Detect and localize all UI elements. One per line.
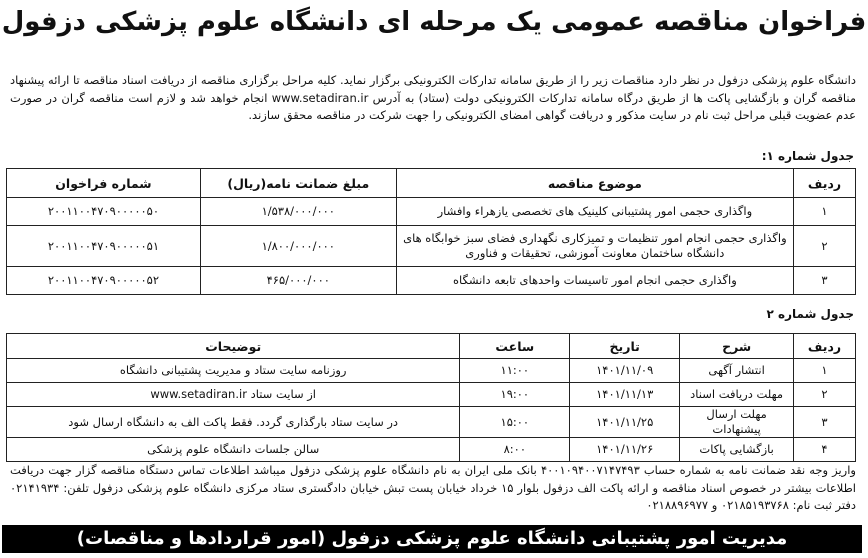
row-no: ۱ — [794, 359, 856, 383]
header-notes: توضیحات — [7, 334, 460, 359]
row-amount: ۱/۸۰۰/۰۰۰/۰۰۰ — [200, 226, 396, 267]
row-time: ۱۵:۰۰ — [460, 407, 570, 438]
table-header-row — [7, 169, 856, 198]
header-row-no: ردیف — [794, 169, 856, 198]
row-time: ۸:۰۰ — [460, 438, 570, 462]
page-title: فراخوان مناقصه عمومی یک مرحله ای دانشگاه علوم پزشکی دزفول — [1, 7, 867, 37]
row-note: در سایت ستاد بارگذاری گردد. فقط پاکت الف به دانشگاه ارسال شود — [7, 407, 460, 438]
schedule-table — [6, 333, 856, 462]
header-time: ساعت — [460, 334, 570, 359]
row-note: روزنامه سایت ستاد و مدیریت پشتیبانی دانشگاه — [7, 359, 460, 383]
row-note: سالن جلسات دانشگاه علوم پزشکی — [7, 438, 460, 462]
header-number: شماره فراخوان — [7, 169, 201, 198]
row-subject: واگذاری حجمی انجام امور تنظیمات و تمیزکاری نگهداری فضای سبز خوابگاه های دانشگاه ساختمان معاونت آموزشی، تحقیقات و فناوری — [396, 226, 793, 267]
row-amount: ۱/۵۳۸/۰۰۰/۰۰۰ — [200, 198, 396, 226]
table-header-row — [7, 334, 856, 359]
row-no: ۱ — [794, 198, 856, 226]
row-date: ۱۴۰۱/۱۱/۱۳ — [570, 383, 680, 407]
row-no: ۲ — [794, 226, 856, 267]
row-no: ۲ — [794, 383, 856, 407]
table-row — [7, 438, 856, 462]
row-desc: انتشار آگهی — [680, 359, 794, 383]
header-date: تاریخ — [570, 334, 680, 359]
header-amount: مبلغ ضمانت نامه(ریال) — [200, 169, 396, 198]
row-number: ۲۰۰۱۱۰۰۴۷۰۹۰۰۰۰۰۵۱ — [7, 226, 201, 267]
table2-label: جدول شماره ۲ — [766, 307, 854, 321]
row-date: ۱۴۰۱/۱۱/۲۵ — [570, 407, 680, 438]
header-row-no: ردیف — [794, 334, 856, 359]
header-subject: موضوع مناقصه — [396, 169, 793, 198]
payment-contact-note: واریز وجه نقد ضمانت نامه به شماره حساب ۴۰۰۱۰۹۴۰۰۷۱۴۷۴۹۳ بانک ملی ایران به نام دانشگاه علوم پزشکی دزفول میباشد اطلاعات تماس دستگاه مناقصه گزار جهت دریافت اطلاعات بیشتر در خصوص اسناد مناقصه و ارائه پاکت الف دزفول بلوار ۱۵ خرداد خیابان پست تبش خیابان دادگستری ستاد مرکزی دانشگاه علوم پزشکی دزفول تلفن: ۰۲۱۴۱۹۳۴ دفتر ثبت نام: ۰۲۱۸۵۱۹۳۷۶۸ و ۰۲۱۸۸۹۶۹۷۷ — [10, 463, 856, 512]
row-no: ۳ — [794, 407, 856, 438]
row-no: ۳ — [794, 267, 856, 295]
tenders-table — [6, 168, 856, 295]
row-subject: واگذاری حجمی امور پشتیبانی کلینیک های تخصصی یازهراء وافشار — [396, 198, 793, 226]
row-number: ۲۰۰۱۱۰۰۴۷۰۹۰۰۰۰۰۵۰ — [7, 198, 201, 226]
row-date: ۱۴۰۱/۱۱/۲۶ — [570, 438, 680, 462]
row-number: ۲۰۰۱۱۰۰۴۷۰۹۰۰۰۰۰۵۲ — [7, 267, 201, 295]
row-time: ۱۱:۰۰ — [460, 359, 570, 383]
row-desc: بازگشایی پاکات — [680, 438, 794, 462]
row-date: ۱۴۰۱/۱۱/۰۹ — [570, 359, 680, 383]
row-time: ۱۹:۰۰ — [460, 383, 570, 407]
row-no: ۴ — [794, 438, 856, 462]
table-row — [7, 226, 856, 267]
table1-label: جدول شماره ۱: — [761, 149, 854, 163]
table-row — [7, 267, 856, 295]
table-row — [7, 383, 856, 407]
header-desc: شرح — [680, 334, 794, 359]
table-row — [7, 198, 856, 226]
footer-banner: مدیریت امور پشتیبانی دانشگاه علوم پزشکی دزفول (امور قراردادها و مناقصات) — [2, 525, 862, 553]
row-note: از سایت ستاد www.setadiran.ir — [7, 383, 460, 407]
table-row — [7, 359, 856, 383]
row-desc: مهلت دریافت اسناد — [680, 383, 794, 407]
intro-paragraph: دانشگاه علوم پزشکی دزفول در نظر دارد مناقصات زیر را از طریق سامانه تدارکات الکترونیکی برگزار نماید. کلیه مراحل برگزاری مناقصه از دریافت اسناد مناقصه تا ارائه پیشنهاد مناقصه گران و بازگشایی پاکت ها از طریق درگاه سامانه تدارکات الکترونیکی دولت (ستاد) به آدرس www.setadiran.ir انجام خواهد شد و لازم است مناقصه گران در صورت عدم عضویت قبلی مراحل ثبت نام در سایت مذکور و دریافت گواهی امضای الکترونیکی را جهت شرکت در مناقصه محقق سازند. — [10, 73, 856, 122]
table-row — [7, 407, 856, 438]
row-amount: ۴۶۵/۰۰۰/۰۰۰ — [200, 267, 396, 295]
row-subject: واگذاری حجمی انجام امور تاسیسات واحدهای تابعه دانشگاه — [396, 267, 793, 295]
row-desc: مهلت ارسال پیشنهادات — [680, 407, 794, 438]
